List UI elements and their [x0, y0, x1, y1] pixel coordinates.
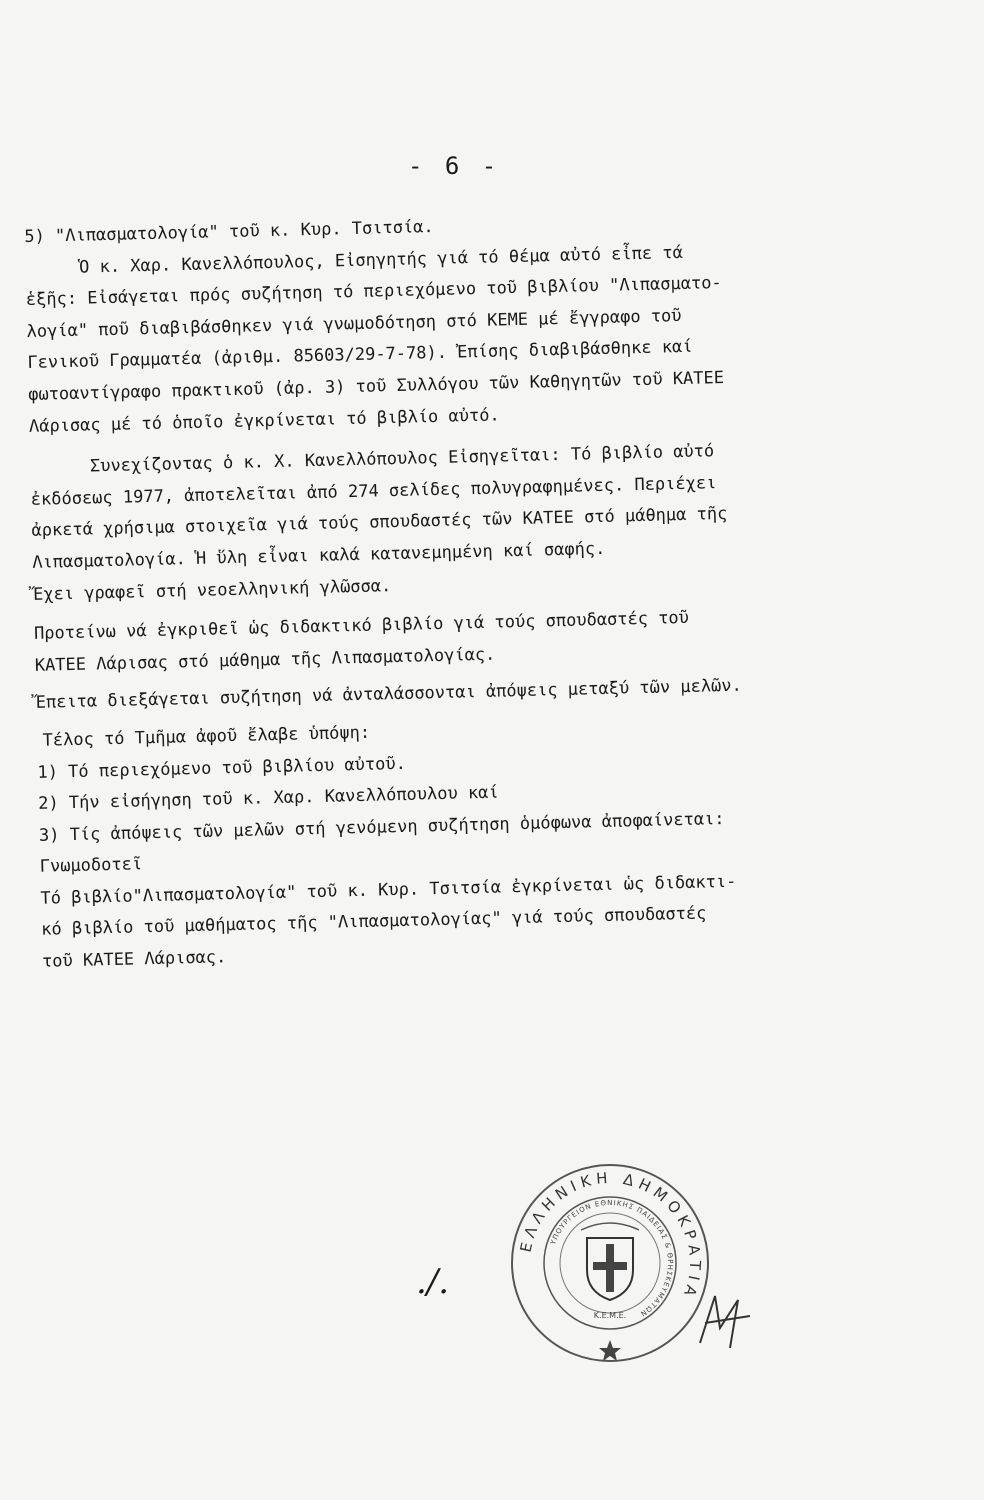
star-icon [599, 1340, 621, 1361]
stamp-bottom-text: Κ.Ε.Μ.Ε. [593, 1311, 627, 1320]
official-seal-stamp [505, 1158, 715, 1368]
list-item: 2) Τήν εἰσήγηση τοῦ κ. Χαρ. Κανελλόπουλου καί [37, 782, 499, 814]
paragraph-line: ΚΑΤΕΕ Λάρισας στό μάθημα τῆς Λιπασματολογίας. [34, 644, 496, 676]
paragraph-line: Προτείνω νά ἐγκριθεῖ ὡς διδακτικό βιβλίο γιά τούς σπουδαστές τοῦ [33, 608, 690, 644]
paragraph-line: ἐκδόσεως 1977, ἀποτελεῖται ἀπό 274 σελίδες πολυγραφημένες. Περιέχει [30, 472, 717, 510]
list-item: 1) Τό περιεχόμενο τοῦ βιβλίου αὐτοῦ. [37, 753, 407, 783]
paragraph-line: φωτοαντίγραφο πρακτικοῦ (ἀρ. 3) τοῦ Συλλόγου τῶν Καθηγητῶν τοῦ ΚΑΤΕΕ [27, 367, 725, 405]
section-heading: 5) "Λιπασματολογία" τοῦ κ. Κυρ. Τσιτσία. [24, 216, 434, 247]
paragraph-line: Τό βιβλίο"Λιπασματολογία" τοῦ κ. Κυρ. Τσιτσία ἐγκρίνεται ὡς διδακτι- [40, 871, 737, 909]
paragraph-line: Γενικοῦ Γραμματέα (ἀριθμ. 85603/29-7-78). Ἐπίσης διαβιβάσθηκε καί [27, 337, 693, 374]
stamp-ring-text: ΕΛΛΗΝΙΚΗ ΔΗΜΟΚΡΑΤΙΑ [516, 1168, 705, 1304]
coat-of-arms-icon [581, 1223, 639, 1300]
stamp-inner-text: ΥΠΟΥΡΓΕΙΟΝ ΕΘΝΙΚΗΣ ΠΑΙΔΕΙΑΣ & ΘΡΗΣΚΕΥΜΑΤΩΝ [549, 1198, 675, 1319]
paragraph-line: λογία" ποῦ διαβιβάσθηκεν γιά γνωμοδότηση στό ΚΕΜΕ μέ ἔγγραφο τοῦ [26, 305, 682, 342]
paragraph-line: κό βιβλίο τοῦ μαθήματος τῆς "Λιπασματολογίας" γιά τούς σπουδαστές [41, 904, 707, 941]
decision-heading: Γνωμοδοτεῖ [39, 854, 143, 878]
signature-mark: ./. [416, 1262, 450, 1302]
paragraph-line: Ἔχει γραφεῖ στή νεοελληνική γλῶσσα. [32, 575, 392, 605]
document-body [24, 199, 982, 978]
paragraph-line: Συνεχίζοντας ὁ κ. Χ. Κανελλόπουλος Εἰσηγεῖται: Τό βιβλίο αὐτό [89, 441, 715, 477]
list-item: 3) Τίς ἀπόψεις τῶν μελῶν στή γενόμενη συζήτηση ὁμόφωνα ἀποφαίνεται: [38, 808, 725, 846]
paragraph-line: ἑξῆς: Εἰσάγεται πρός συζήτηση τό περιεχόμενο τοῦ βιβλίου "Λιπασματο- [25, 273, 722, 311]
page-number: - 6 - [408, 152, 501, 180]
paragraph-line: Λάρισας μέ τό ὁποῖο ἐγκρίνεται τό βιβλίο αὐτό. [28, 405, 500, 437]
paragraph-line: Λιπασματολογία. Ἡ ὕλη εἶναι καλά κατανεμημένη καί σαφής. [32, 538, 606, 573]
paragraph-line: ἀρκετά χρήσιμα στοιχεῖα γιά τούς σπουδαστές τῶν ΚΑΤΕΕ στό μάθημα τῆς [31, 504, 728, 542]
paragraph-line: Τέλος τό Τμῆμα ἀφοῦ ἔλαβε ὑπόψη: [42, 722, 371, 751]
paragraph-line: τοῦ ΚΑΤΕΕ Λάρισας. [41, 947, 227, 972]
paragraph-line: Ἔπειτα διεξάγεται συζήτηση νά ἀνταλάσσονται ἀπόψεις μεταξύ τῶν μελῶν. [35, 675, 743, 714]
paragraph-line: Ὁ κ. Χαρ. Κανελλόπουλος, Εἰσηγητής γιά τό θέμα αὐτό εἶπε τά [78, 242, 684, 278]
handwritten-initials [690, 1288, 760, 1358]
